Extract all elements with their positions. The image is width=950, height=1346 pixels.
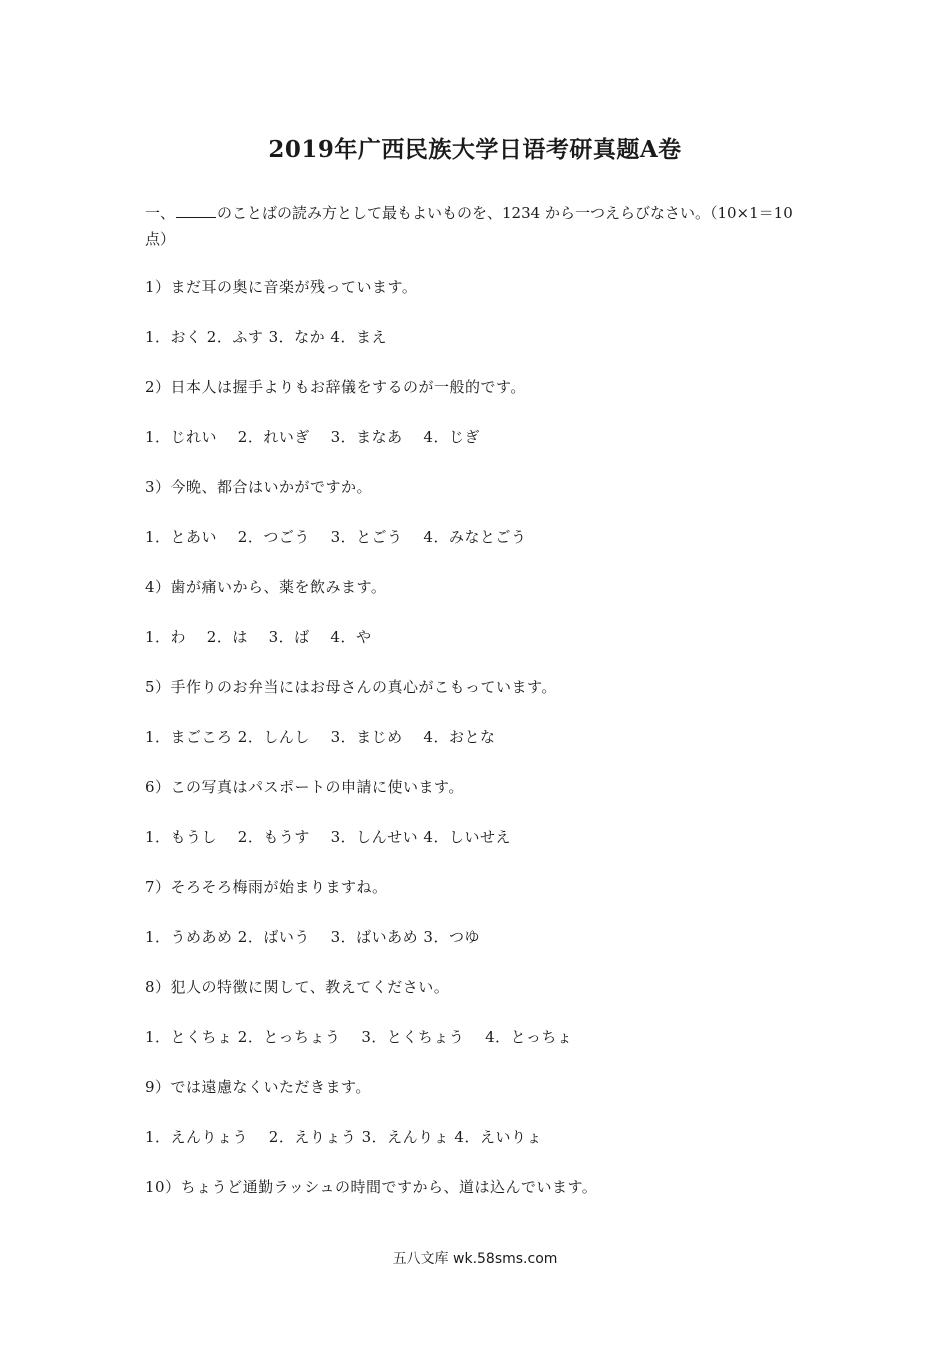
- question-5-text: 5）手作りのお弁当にはお母さんの真心がこもっています。: [145, 678, 557, 696]
- question-7-options: 1．うめあめ 2．ばいう 3．ばいあめ 3．つゆ: [145, 928, 480, 946]
- question-4-text: 4）歯が痛いから、薬を飲みます。: [145, 578, 387, 596]
- question-8-text: 8）犯人の特徴に関して、教えてください。: [145, 978, 450, 996]
- underline-blank: [176, 203, 216, 218]
- question-5-options: 1．まごころ 2．しんし 3．まじめ 4．おとな: [145, 728, 496, 746]
- question-9-options: 1．えんりょう 2．えりょう 3．えんりょ 4．えいりょ: [145, 1128, 542, 1146]
- question-4-options: 1．わ 2．は 3．ば 4．や: [145, 628, 372, 646]
- question-10-text: 10）ちょうど通勤ラッシュの時間ですから、道は込んでいます。: [145, 1178, 598, 1196]
- question-8-options: 1．とくちょ 2．とっちょう 3．とくちょう 4．とっちょ: [145, 1028, 573, 1046]
- section-instruction-text: のことばの読み方として最もよいものを、1234 から一つえらびなさい。（10×1＝10 点）: [145, 204, 793, 248]
- document-title: 2019年广西民族大学日语考研真题A卷: [268, 136, 682, 163]
- question-2-options: 1．じれい 2．れいぎ 3．まなあ 4．じぎ: [145, 428, 480, 446]
- question-6-options: 1．もうし 2．もうす 3．しんせい 4．しいせえ: [145, 828, 511, 846]
- question-9-text: 9）では遠慮なくいただきます。: [145, 1078, 371, 1096]
- question-6-text: 6）この写真はパスポートの申請に使います。: [145, 778, 464, 796]
- question-3-text: 3）今晩、都合はいかがですか。: [145, 478, 373, 496]
- question-2-text: 2）日本人は握手よりもお辞儀をするのが一般的です。: [145, 378, 526, 396]
- section-instruction: [145, 200, 815, 252]
- section-number: 一、: [145, 204, 176, 222]
- footer-watermark: 五八文库 wk.58sms.com: [392, 1251, 558, 1267]
- question-3-options: 1．とあい 2．つごう 3．とごう 4．みなとごう: [145, 528, 527, 546]
- question-1-options: 1．おく 2．ふす 3．なか 4．まえ: [145, 328, 387, 346]
- question-1-text: 1）まだ耳の奥に音楽が残っています。: [145, 278, 418, 296]
- question-7-text: 7）そろそろ梅雨が始まりますね。: [145, 878, 388, 896]
